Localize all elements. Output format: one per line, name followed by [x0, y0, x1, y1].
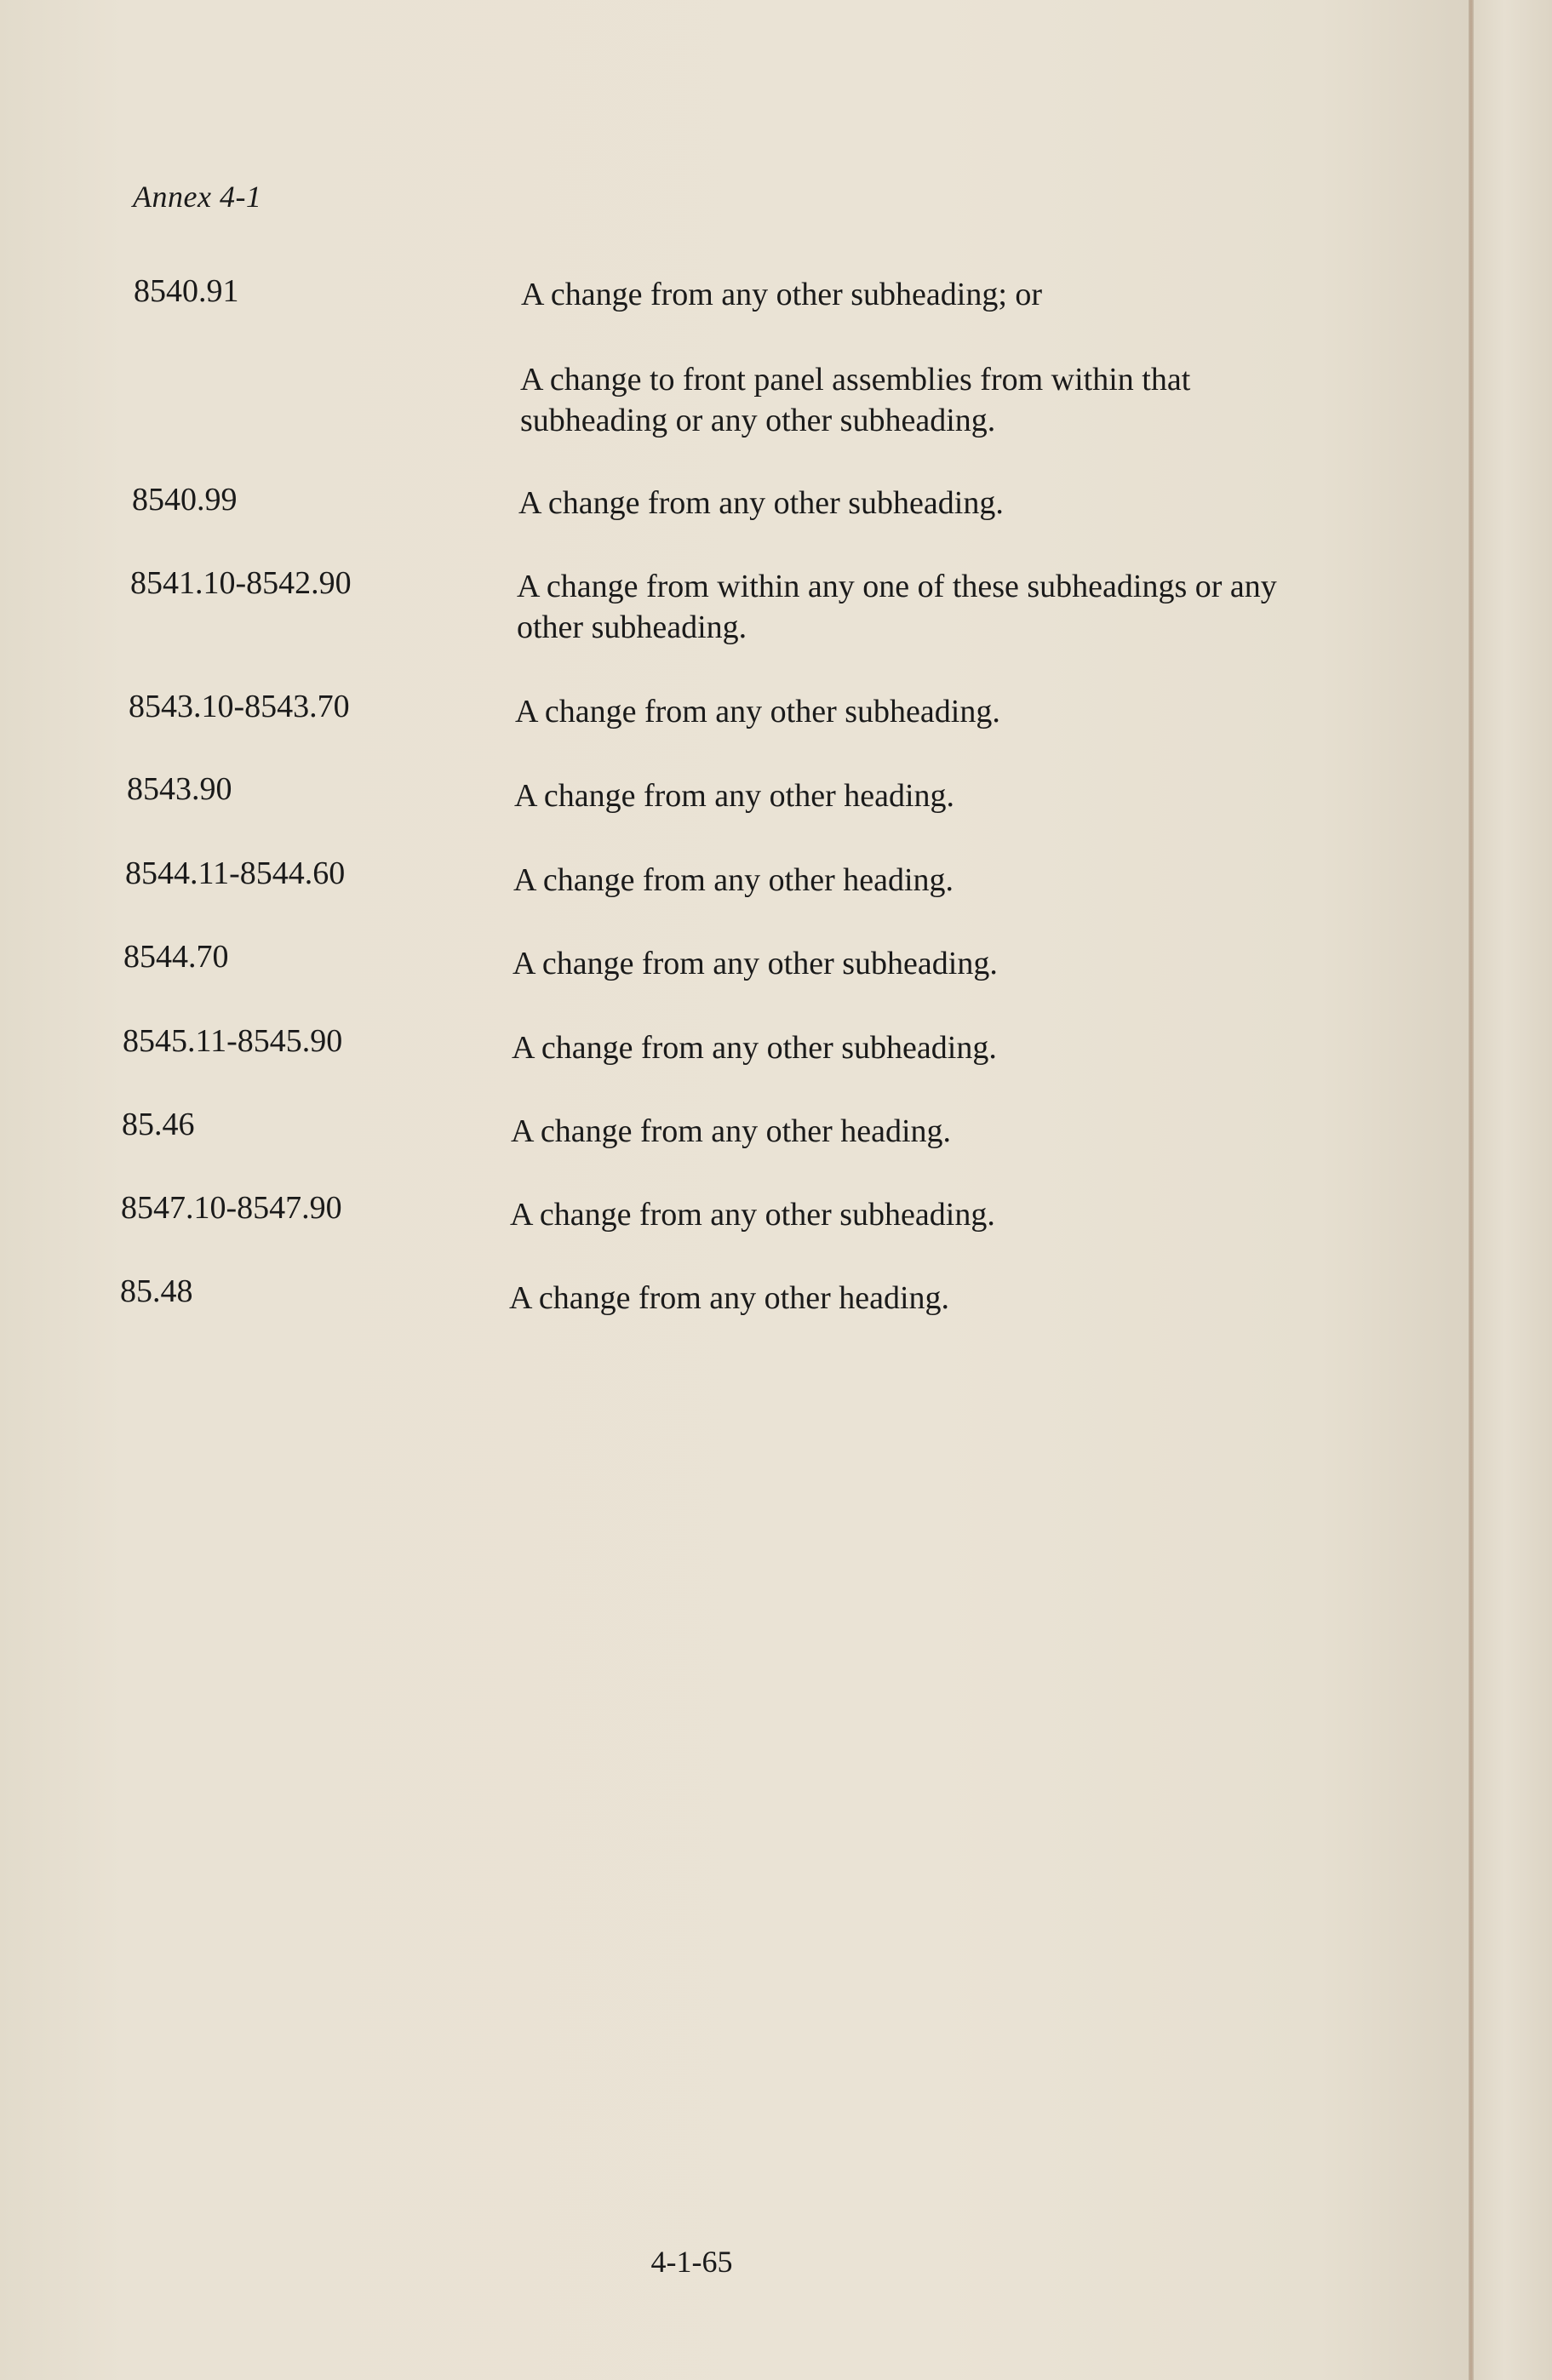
annex-header: Annex 4-1 [133, 180, 262, 214]
page-number: 4-1-65 [650, 2245, 733, 2279]
rule-text: A change from any other subheading. [512, 1030, 997, 1066]
tariff-code: 8540.99 [132, 482, 238, 518]
rule-text: A change from any other subheading; or [521, 277, 1043, 312]
rule-text: A change from within any one of these subheadings or any other subheading. [517, 569, 1277, 645]
rule-text: A change from any other heading. [514, 778, 955, 814]
rule-text: A change from any other subheading. [518, 485, 1004, 521]
tariff-code: 8540.91 [134, 273, 239, 309]
tariff-code: 8544.70 [123, 939, 229, 975]
rule-text: A change from any other subheading. [513, 946, 998, 981]
tariff-code: 8543.90 [127, 771, 232, 807]
tariff-code: 8547.10-8547.90 [121, 1190, 342, 1226]
rule-text: A change from any other heading. [513, 862, 954, 898]
tariff-code: 85.46 [122, 1107, 195, 1142]
book-spine-shadow [1469, 0, 1474, 2380]
tariff-code: 8545.11-8545.90 [123, 1023, 343, 1059]
rule-text: A change from any other subheading. [510, 1197, 995, 1233]
tariff-code: 8544.11-8544.60 [125, 855, 346, 891]
rule-text: A change from any other heading. [509, 1280, 950, 1316]
tariff-code: 85.48 [120, 1273, 193, 1309]
rule-text: A change from any other heading. [511, 1113, 952, 1149]
tariff-code: 8541.10-8542.90 [130, 565, 352, 601]
rule-text: A change from any other subheading. [515, 694, 1000, 729]
tariff-code: 8543.10-8543.70 [129, 689, 350, 724]
rule-text: A change to front panel assemblies from within that subheading or any other subheading. [520, 362, 1191, 438]
page-right-margin [1474, 0, 1552, 2380]
